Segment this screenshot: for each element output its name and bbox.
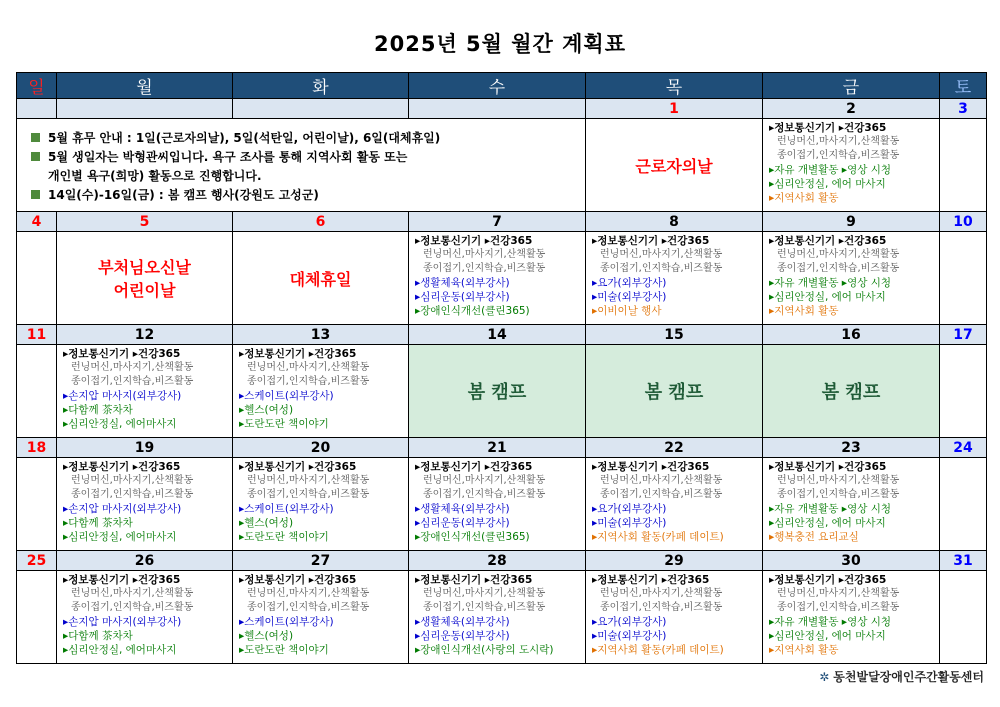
notice-3: 개인별 욕구(희망) 활동으로 진행합니다. [48, 169, 262, 183]
day-cell-8 [586, 232, 763, 325]
activity-line: 종이접기,인지학습,비즈활동 [600, 602, 723, 613]
day-cell-20 [233, 458, 409, 551]
date-6: 6 [233, 212, 409, 232]
organization-name: 동천발달장애인주간활동센터 [833, 670, 984, 684]
date-3: 3 [940, 99, 987, 119]
bullet-square-icon [31, 133, 40, 142]
activity-line: ▸지역사회 활동(카페 데이트) [592, 531, 724, 543]
activity-line: ▸정보통신기기 ▸건강365 [592, 461, 710, 473]
date-29: 29 [586, 551, 763, 571]
activity-line: 런닝머신,마사지기,산책활동 [71, 475, 194, 486]
activity-line: 종이접기,인지학습,비즈활동 [247, 376, 370, 387]
date-13: 13 [233, 325, 409, 345]
day-cell-6 [233, 232, 409, 325]
bullet-square-icon [31, 190, 40, 199]
date-30: 30 [763, 551, 940, 571]
date-23: 23 [763, 438, 940, 458]
weekday-sat: 토 [940, 73, 987, 99]
activity-line: ▸정보통신기기 ▸건강365 [415, 235, 533, 247]
activity-line: ▸심리안정실, 에어마사지 [63, 644, 177, 656]
activity-line: ▸정보통신기기 ▸건강365 [239, 574, 357, 586]
date-row [17, 325, 987, 345]
date-16: 16 [763, 325, 940, 345]
activity-line: ▸생활체육(외부강사) [415, 616, 510, 628]
weekday-mon: 월 [57, 73, 233, 99]
weekday-sun: 일 [17, 73, 57, 99]
activity-line: ▸심리안정실, 에어 마사지 [769, 630, 886, 642]
weekday-wed: 수 [409, 73, 586, 99]
activity-line: ▸요가(외부강사) [592, 277, 667, 289]
date-31: 31 [940, 551, 987, 571]
activity-line: ▸정보통신기기 ▸건강365 [592, 235, 710, 247]
calendar-table [16, 72, 987, 664]
activity-line: ▸자유 개별활동 ▸영상 시청 [769, 277, 891, 289]
activity-line: ▸미술(외부강사) [592, 630, 667, 642]
activity-line: 런닝머신,마사지기,산책활동 [600, 475, 723, 486]
activity-line: ▸행복충전 요리교실 [769, 531, 859, 543]
day-cell-21 [409, 458, 586, 551]
activity-line: ▸손지압 마사지(외부강사) [63, 503, 182, 515]
day-cell-5 [57, 232, 233, 325]
activity-line: 종이접기,인지학습,비즈활동 [777, 150, 900, 161]
activity-line: 종이접기,인지학습,비즈활동 [71, 602, 194, 613]
activity-line: ▸정보통신기기 ▸건강365 [239, 461, 357, 473]
activity-line: ▸심리운동(외부강사) [415, 291, 510, 303]
day-cell-29 [586, 571, 763, 664]
day-cell-2 [763, 119, 940, 212]
activity-line: ▸장애인식개선(클린365) [415, 531, 530, 543]
date-12: 12 [57, 325, 233, 345]
activity-line: 런닝머신,마사지기,산책활동 [600, 249, 723, 260]
activity-line: ▸도란도란 책이야기 [239, 531, 329, 543]
week-row [17, 345, 987, 438]
activity-line: 종이접기,인지학습,비즈활동 [71, 376, 194, 387]
date-17: 17 [940, 325, 987, 345]
day-cell-22 [586, 458, 763, 551]
activity-line: ▸심리운동(외부강사) [415, 630, 510, 642]
date-row [17, 551, 987, 571]
bullet-square-icon [31, 152, 40, 161]
activity-line: ▸지역사회 활동 [769, 305, 839, 317]
week-row [17, 571, 987, 664]
activity-line: 런닝머신,마사지기,산책활동 [777, 249, 900, 260]
date-14: 14 [409, 325, 586, 345]
activity-line: 런닝머신,마사지기,산책활동 [247, 362, 370, 373]
date-28: 28 [409, 551, 586, 571]
date-21: 21 [409, 438, 586, 458]
day-cell-12 [57, 345, 233, 438]
activity-line: ▸심리안정실, 에어마사지 [63, 418, 177, 430]
activity-line: ▸심리안정실, 에어 마사지 [769, 517, 886, 529]
week-row [17, 458, 987, 551]
activity-line: 런닝머신,마사지기,산책활동 [423, 475, 546, 486]
activity-line: ▸정보통신기기 ▸건강365 [63, 348, 181, 360]
activity-line: 런닝머신,마사지기,산책활동 [423, 249, 546, 260]
activity-line: 종이접기,인지학습,비즈활동 [600, 263, 723, 274]
activity-line: ▸정보통신기기 ▸건강365 [769, 574, 887, 586]
activity-line: 런닝머신,마사지기,산책활동 [247, 475, 370, 486]
activity-line: ▸정보통신기기 ▸건강365 [769, 122, 887, 134]
activity-line: 런닝머신,마사지기,산책활동 [247, 588, 370, 599]
activity-line: ▸자유 개별활동 ▸영상 시청 [769, 164, 891, 176]
weekday-thu: 목 [586, 73, 763, 99]
date-24: 24 [940, 438, 987, 458]
date-row [17, 438, 987, 458]
date-27: 27 [233, 551, 409, 571]
activity-line: ▸지역사회 활동 [769, 192, 839, 204]
activity-line: 종이접기,인지학습,비즈활동 [777, 602, 900, 613]
activity-line: 런닝머신,마사지기,산책활동 [71, 362, 194, 373]
week-row [17, 232, 987, 325]
weekday-fri: 금 [763, 73, 940, 99]
activity-line: ▸정보통신기기 ▸건강365 [769, 461, 887, 473]
holiday-label: 어린이날 [113, 281, 176, 300]
date-25: 25 [17, 551, 57, 571]
activity-line: ▸정보통신기기 ▸건강365 [63, 574, 181, 586]
activity-line: ▸정보통신기기 ▸건강365 [63, 461, 181, 473]
activity-line: ▸미술(외부강사) [592, 291, 667, 303]
notice-cell [17, 119, 586, 212]
activity-line: ▸심리안정실, 에어 마사지 [769, 291, 886, 303]
activity-line: ▸도란도란 책이야기 [239, 418, 329, 430]
activity-line: ▸이비이날 행사 [592, 305, 662, 317]
date-26: 26 [57, 551, 233, 571]
date-18: 18 [17, 438, 57, 458]
activity-line: ▸스케이트(외부강사) [239, 390, 334, 402]
notice-2: 5월 생일자는 박형관씨입니다. 욕구 조사를 통해 지역사회 활동 또는 [48, 150, 408, 164]
activity-line: ▸정보통신기기 ▸건강365 [769, 235, 887, 247]
activity-line: ▸요가(외부강사) [592, 616, 667, 628]
day-cell-28 [409, 571, 586, 664]
activity-line: 런닝머신,마사지기,산책활동 [777, 475, 900, 486]
activity-line: 런닝머신,마사지기,산책활동 [600, 588, 723, 599]
activity-line: 종이접기,인지학습,비즈활동 [423, 263, 546, 274]
weekday-tue: 화 [233, 73, 409, 99]
activity-line: 종이접기,인지학습,비즈활동 [600, 489, 723, 500]
activity-line: 런닝머신,마사지기,산책활동 [71, 588, 194, 599]
date-7: 7 [409, 212, 586, 232]
date-9: 9 [763, 212, 940, 232]
day-cell-26 [57, 571, 233, 664]
day-cell-13 [233, 345, 409, 438]
date-1: 1 [586, 99, 763, 119]
activity-line: ▸다함께 茶차차 [63, 404, 133, 416]
day-cell-1 [586, 119, 763, 212]
date-22: 22 [586, 438, 763, 458]
activity-line: 런닝머신,마사지기,산책활동 [777, 136, 900, 147]
camp-cell-14: 봄 캠프 [409, 345, 586, 438]
activity-line: ▸자유 개별활동 ▸영상 시청 [769, 503, 891, 515]
date-5: 5 [57, 212, 233, 232]
activity-line: ▸정보통신기기 ▸건강365 [239, 348, 357, 360]
activity-line: ▸헬스(여성) [239, 404, 294, 416]
day-cell-7 [409, 232, 586, 325]
date-2: 2 [763, 99, 940, 119]
activity-line: 종이접기,인지학습,비즈활동 [71, 489, 194, 500]
activity-line: ▸스케이트(외부강사) [239, 616, 334, 628]
activity-line: ▸헬스(여성) [239, 517, 294, 529]
weekday-header-row [17, 73, 987, 99]
date-15: 15 [586, 325, 763, 345]
activity-line: 종이접기,인지학습,비즈활동 [777, 489, 900, 500]
date-8: 8 [586, 212, 763, 232]
date-19: 19 [57, 438, 233, 458]
activity-line: 런닝머신,마사지기,산책활동 [423, 588, 546, 599]
notice-4: 14일(수)-16일(금) : 봄 캠프 행사(강원도 고성군) [48, 188, 319, 202]
camp-cell-16: 봄 캠프 [763, 345, 940, 438]
activity-line: 종이접기,인지학습,비즈활동 [777, 263, 900, 274]
activity-line: ▸다함께 茶차차 [63, 517, 133, 529]
activity-line: ▸손지압 마사지(외부강사) [63, 390, 182, 402]
activity-line: 종이접기,인지학습,비즈활동 [423, 602, 546, 613]
center-logo-icon: ✲ [819, 670, 830, 684]
activity-line: ▸심리안정실, 에어마사지 [63, 531, 177, 543]
day-cell-23 [763, 458, 940, 551]
activity-line: ▸생활체육(외부강사) [415, 277, 510, 289]
activity-line: ▸장애인식개선(사랑의 도시락) [415, 644, 554, 656]
activity-line: ▸요가(외부강사) [592, 503, 667, 515]
date-20: 20 [233, 438, 409, 458]
activity-line: ▸도란도란 책이야기 [239, 644, 329, 656]
week-row [17, 119, 987, 212]
holiday-label: 부처님오신날 [98, 258, 191, 277]
date-row [17, 212, 987, 232]
holiday-label: 대체휴일 [289, 269, 352, 289]
activity-line: ▸자유 개별활동 ▸영상 시청 [769, 616, 891, 628]
activity-line: ▸손지압 마사지(외부강사) [63, 616, 182, 628]
activity-line: ▸심리안정실, 에어 마사지 [769, 178, 886, 190]
date-4: 4 [17, 212, 57, 232]
activity-line: ▸다함께 茶차차 [63, 630, 133, 642]
activity-line: ▸장애인식개선(클린365) [415, 305, 530, 317]
activity-line: ▸정보통신기기 ▸건강365 [415, 461, 533, 473]
notice-1: 5월 휴무 안내 : 1일(근로자의날), 5일(석탄일, 어린이날), 6일(대체휴일) [48, 131, 441, 145]
holiday-label: 근로자의날 [635, 156, 713, 176]
activity-line: ▸생활체육(외부강사) [415, 503, 510, 515]
activity-line: ▸헬스(여성) [239, 630, 294, 642]
activity-line: 종이접기,인지학습,비즈활동 [247, 602, 370, 613]
activity-line: ▸스케이트(외부강사) [239, 503, 334, 515]
activity-line: ▸미술(외부강사) [592, 517, 667, 529]
day-cell-30 [763, 571, 940, 664]
activity-line: ▸정보통신기기 ▸건강365 [415, 574, 533, 586]
day-cell-27 [233, 571, 409, 664]
activity-line: 종이접기,인지학습,비즈활동 [423, 489, 546, 500]
page-title: 2025년 5월 월간 계획표 [374, 32, 626, 56]
date-10: 10 [940, 212, 987, 232]
activity-line: 종이접기,인지학습,비즈활동 [247, 489, 370, 500]
day-cell-9 [763, 232, 940, 325]
activity-line: ▸지역사회 활동 [769, 644, 839, 656]
activity-line: ▸지역사회 활동(카페 데이트) [592, 644, 724, 656]
date-11: 11 [17, 325, 57, 345]
activity-line: ▸심리운동(외부강사) [415, 517, 510, 529]
day-cell-19 [57, 458, 233, 551]
activity-line: 런닝머신,마사지기,산책활동 [777, 588, 900, 599]
organization-footer [819, 668, 984, 685]
camp-cell-15: 봄 캠프 [586, 345, 763, 438]
date-row [17, 99, 987, 119]
activity-line: ▸정보통신기기 ▸건강365 [592, 574, 710, 586]
